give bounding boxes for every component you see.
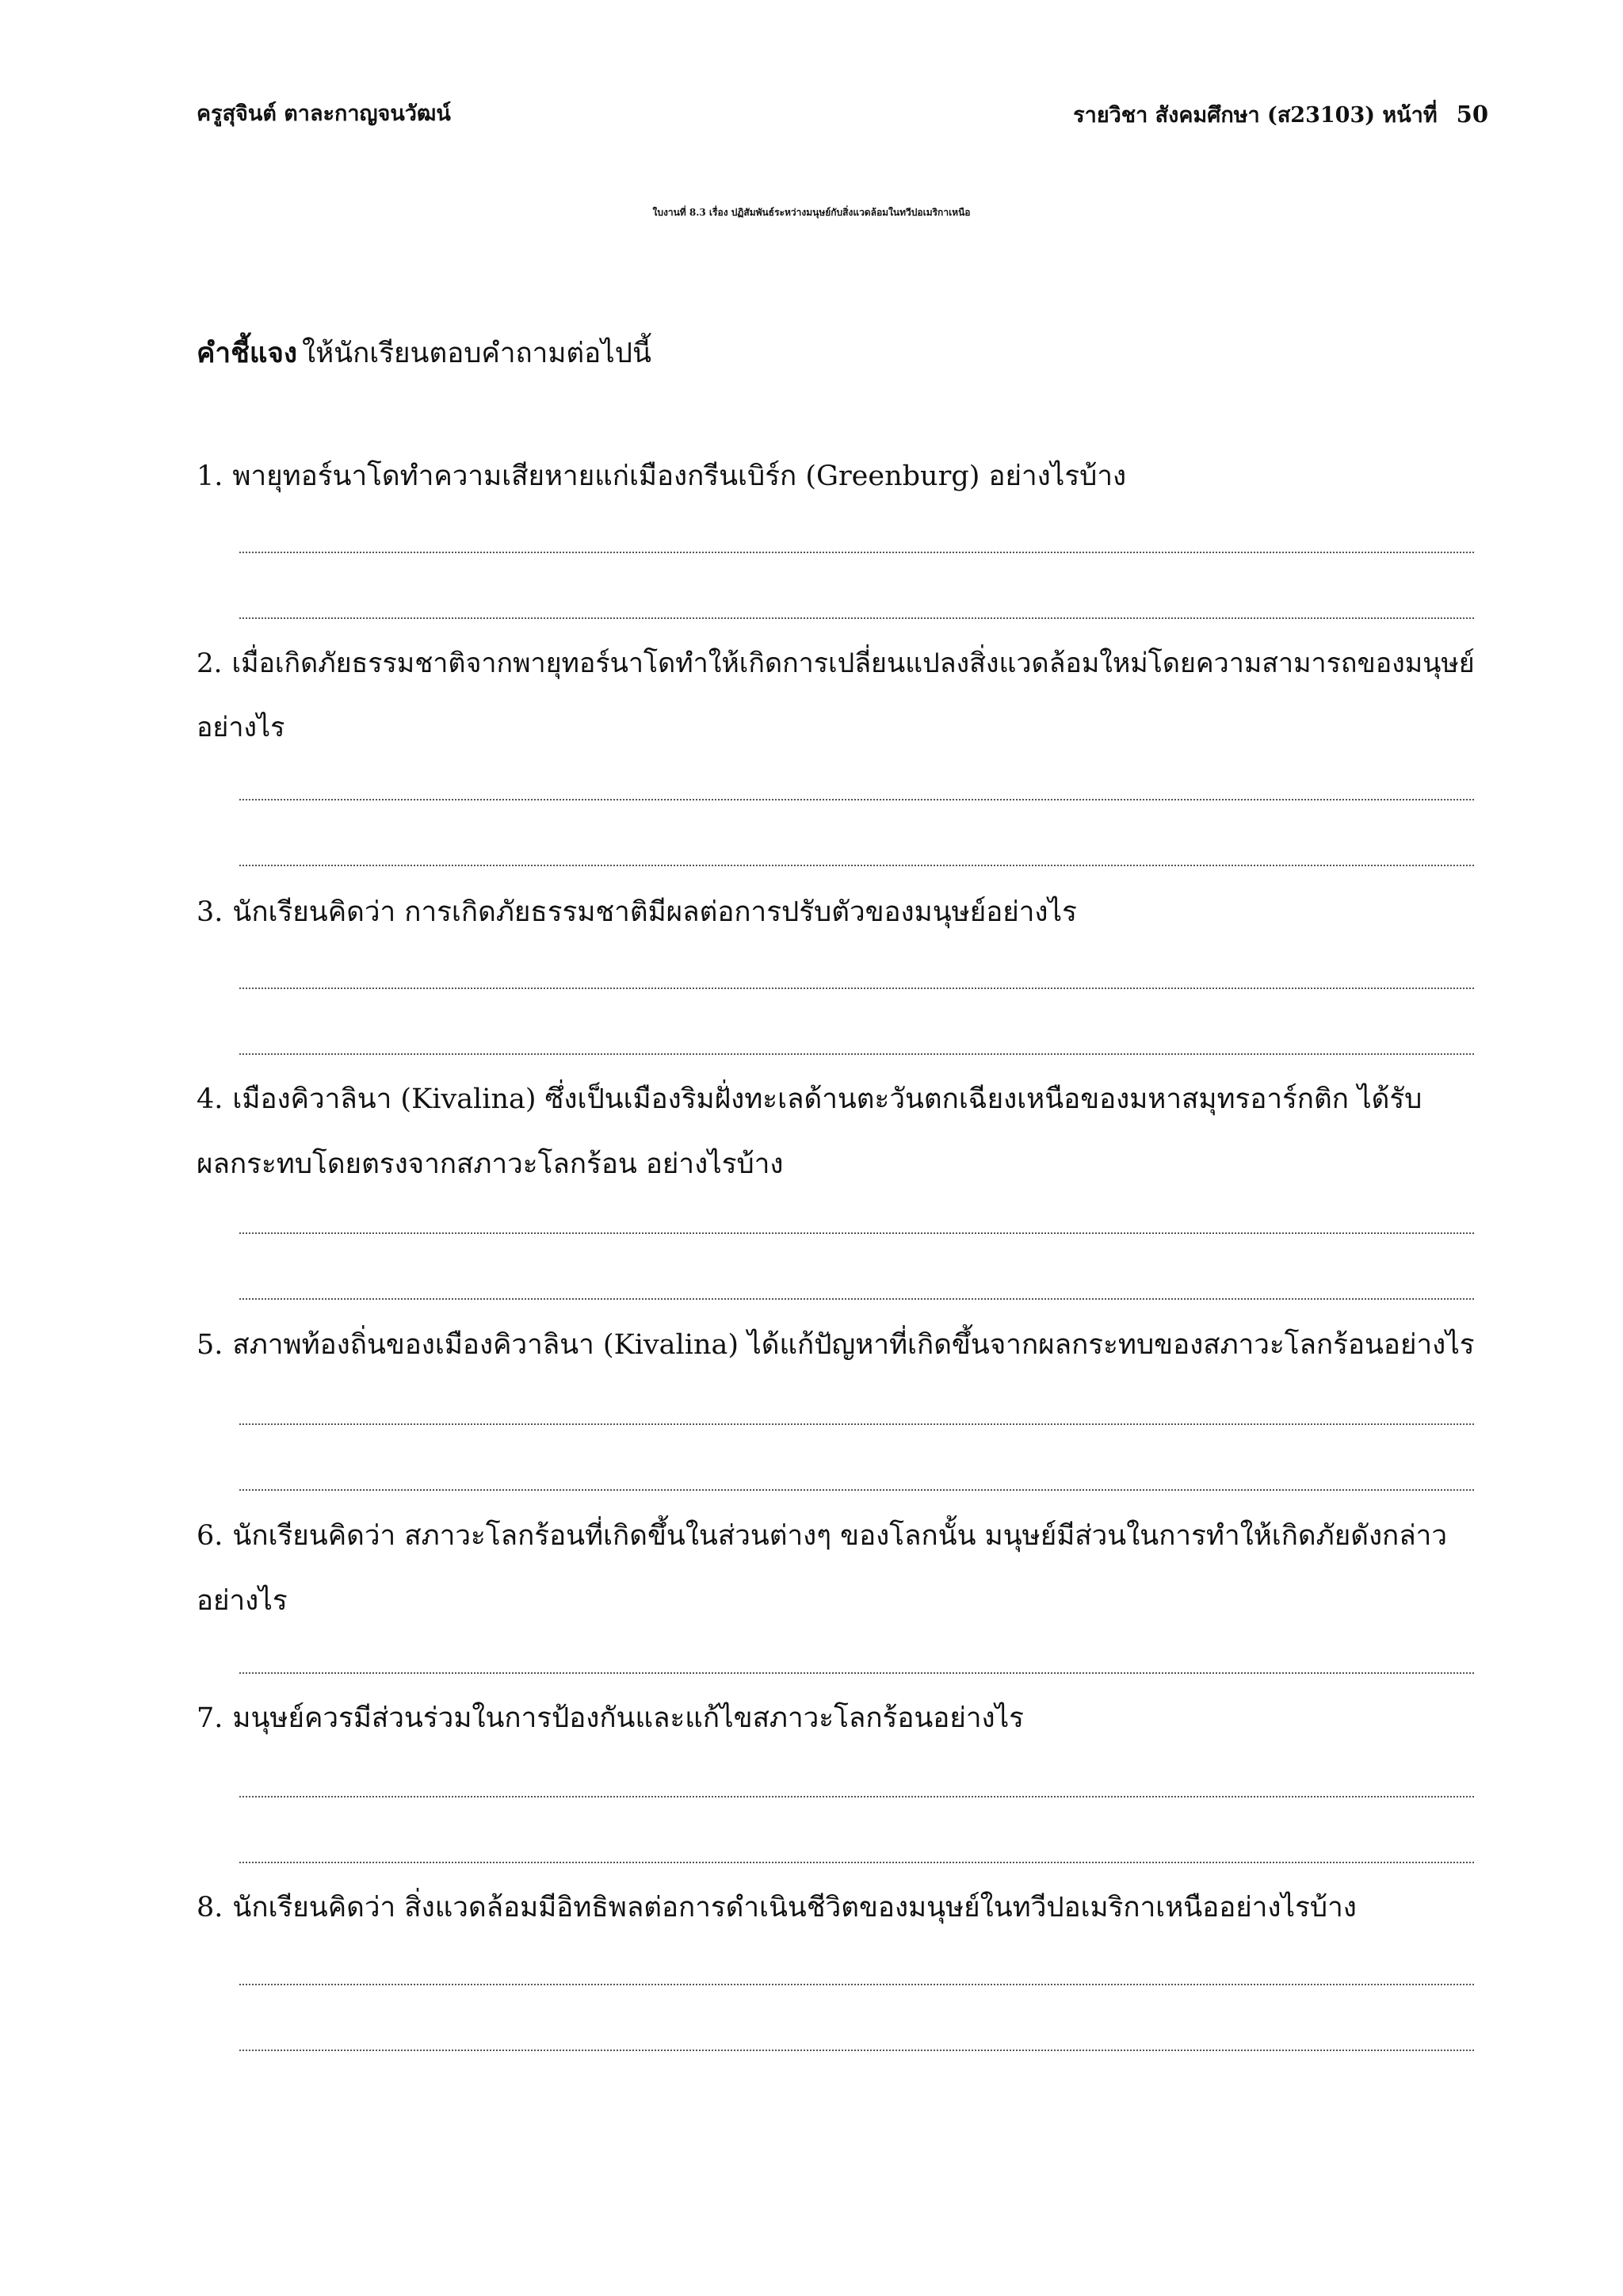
- question-text: เมื่อเกิดภัยธรรมชาติจากพายุทอร์นาโดทำให้เกิดการเปลี่ยนแปลงสิ่งแวดล้อมใหม่โดยความสามารถของมนุษย์: [231, 648, 1475, 679]
- question-3: [197, 896, 1077, 928]
- answer-line-4a[interactable]: [239, 1232, 1474, 1234]
- header-subject: [1073, 103, 1488, 126]
- answer-line-2b[interactable]: [239, 865, 1474, 866]
- question-text: เมืองคิวาลินา (Kivalina) ซึ่งเป็นเมืองริมฝั่งทะเลด้านตะวันตกเฉียงเหนือของมหาสมุทรอาร์กติก ได้รับ: [232, 1083, 1423, 1115]
- answer-line-4b[interactable]: [239, 1298, 1474, 1300]
- header-subject-text: รายวิชา สังคมศึกษา (ส23103) หน้าที่: [1073, 103, 1438, 128]
- answer-line-5a[interactable]: [239, 1423, 1474, 1425]
- question-1: [197, 460, 1127, 492]
- question-4: [197, 1083, 1423, 1180]
- question-number: 7.: [197, 1702, 223, 1734]
- question-7: [197, 1702, 1024, 1734]
- answer-line-2a[interactable]: [239, 799, 1474, 800]
- instruction-text: ให้นักเรียนตอบคำถามต่อไปนี้: [301, 338, 651, 369]
- question-text: นักเรียนคิดว่า การเกิดภัยธรรมชาติมีผลต่อการปรับตัวของมนุษย์อย่างไร: [232, 896, 1077, 928]
- question-5: [197, 1331, 1475, 1359]
- question-number: 8.: [197, 1892, 223, 1924]
- question-text-continued: อย่างไร: [197, 712, 285, 743]
- question-text: นักเรียนคิดว่า สิ่งแวดล้อมมีอิทธิพลต่อการดำเนินชีวิตของมนุษย์ในทวีปอเมริกาเหนืออย่างไรบ้าง: [232, 1892, 1357, 1924]
- page-number: 50: [1456, 101, 1488, 128]
- question-text-continued: อย่างไร: [197, 1585, 288, 1617]
- question-2: [197, 650, 1475, 741]
- header-author: ครูสุจินต์ ตาละกาญจนวัฒน์: [197, 101, 451, 126]
- answer-line-6a[interactable]: [239, 1672, 1474, 1674]
- question-text: สภาพท้องถิ่นของเมืองคิวาลินา (Kivalina) ได้แก้ปัญหาที่เกิดขึ้นจากผลกระทบของสภาวะโลกร้อนอย่างไร: [232, 1329, 1475, 1361]
- answer-line-7a[interactable]: [239, 1796, 1474, 1797]
- answer-line-7b[interactable]: [239, 1862, 1474, 1863]
- question-number: 2.: [197, 648, 223, 679]
- question-text: พายุทอร์นาโดทำความเสียหายแก่เมืองกรีนเบิร์ก (Greenburg) อย่างไรบ้าง: [232, 460, 1127, 492]
- answer-line-1b[interactable]: [239, 617, 1474, 619]
- answer-line-8a[interactable]: [239, 1984, 1474, 1985]
- instruction-label: คำชี้แจง: [197, 337, 297, 369]
- question-number: 6.: [197, 1520, 223, 1552]
- worksheet-title: ใบงานที่ 8.3 เรื่อง ปฏิสัมพันธ์ระหว่างมนุษย์กับสิ่งแวดล้อมในทวีปอเมริกาเหนือ: [652, 207, 971, 218]
- question-6: [197, 1522, 1447, 1615]
- question-8: [197, 1894, 1357, 1922]
- question-number: 5.: [197, 1329, 223, 1361]
- question-text: นักเรียนคิดว่า สภาวะโลกร้อนที่เกิดขึ้นในส่วนต่างๆ ของโลกนั้น มนุษย์มีส่วนในการทำให้เกิดภัยดังกล่าว: [232, 1520, 1447, 1552]
- instruction: [197, 339, 651, 368]
- question-text: มนุษย์ควรมีส่วนร่วมในการป้องกันและแก้ไขสภาวะโลกร้อนอย่างไร: [232, 1702, 1024, 1734]
- answer-line-3b[interactable]: [239, 1053, 1474, 1055]
- answer-line-8b[interactable]: [239, 2050, 1474, 2051]
- answer-line-3a[interactable]: [239, 988, 1474, 989]
- question-text-continued: ผลกระทบโดยตรงจากสภาวะโลกร้อน อย่างไรบ้าง: [197, 1148, 784, 1180]
- question-number: 4.: [197, 1083, 223, 1115]
- answer-line-5b[interactable]: [239, 1489, 1474, 1491]
- answer-line-1a[interactable]: [239, 552, 1474, 553]
- question-number: 1.: [197, 460, 223, 492]
- question-number: 3.: [197, 896, 223, 928]
